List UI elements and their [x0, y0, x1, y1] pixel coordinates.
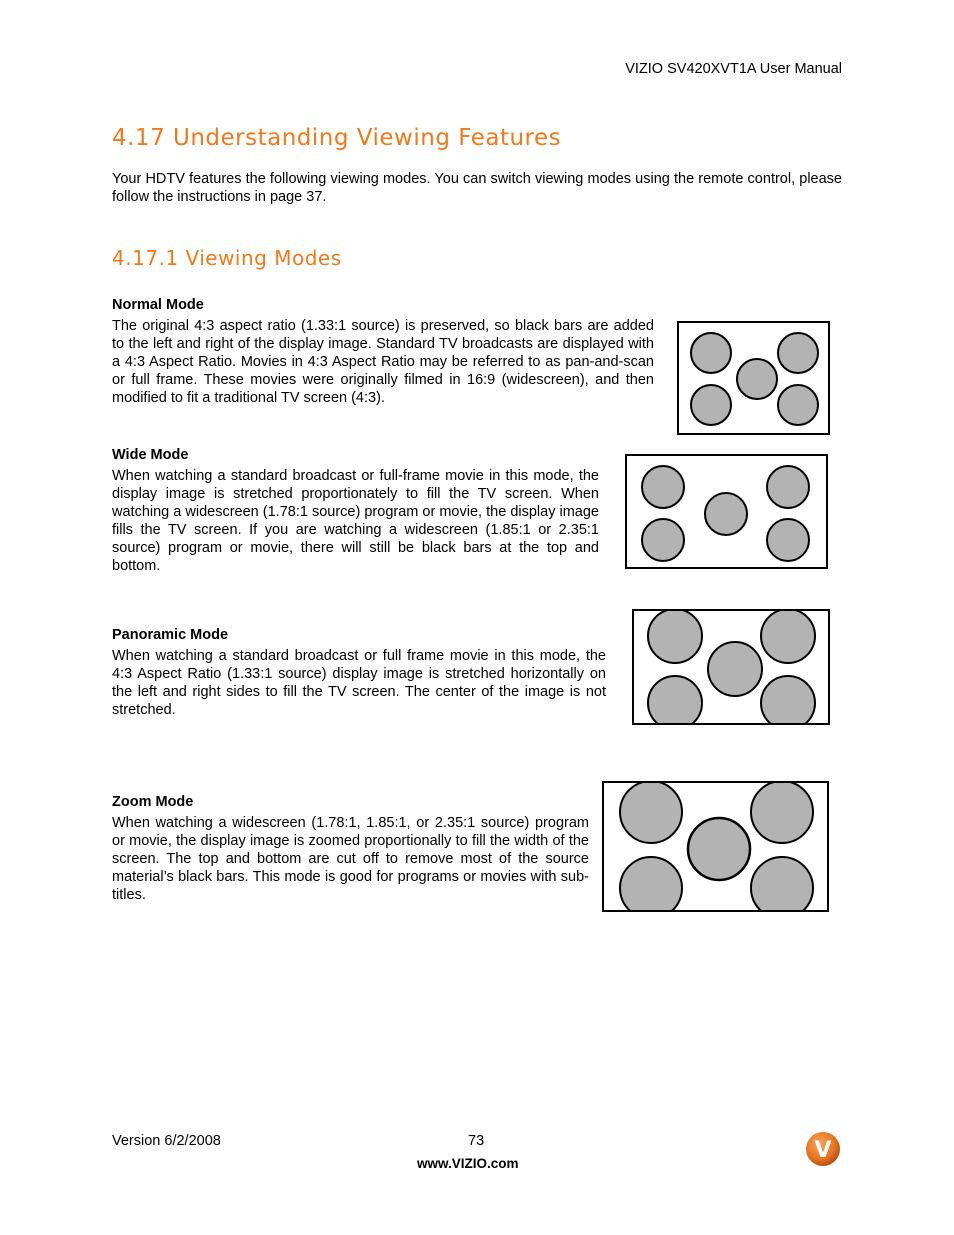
footer-url[interactable]: www.VIZIO.com: [417, 1156, 519, 1171]
normal-mode-diagram: [677, 321, 831, 436]
wide-mode-text: When watching a standard broadcast or full-frame movie in this mode, the display image is stretched proportionately to fill the TV screen. When watching a widescreen (1.78:1 source) program or movie, the display image fills the TV screen. If you are watching a widescreen (1.85:1 or 2.35:1 source) program or movie, there will still be black bars at the top and bottom.: [112, 468, 599, 574]
manual-title: VIZIO SV420XVT1A User Manual: [625, 61, 842, 77]
section-intro: Your HDTV features the following viewing modes. You can switch viewing modes using the remote control, please follow the instructions in page 37.: [112, 171, 842, 205]
page-number: 73: [468, 1133, 485, 1149]
vizio-logo-icon: [803, 1128, 843, 1168]
panoramic-mode-text: When watching a standard broadcast or full frame movie in this mode, the 4:3 Aspect Ratio (1.33:1 source) display image is stretched horizontally on the left and right sides to fill the TV screen. The center of the image is not stretched.: [112, 648, 606, 718]
zoom-mode-text: When watching a widescreen (1.78:1, 1.85:1, or 2.35:1 source) program or movie, the display image is zoomed proportionally to fill the width of the screen. The top and bottom are cut off to remove most of the source material’s black bars. This mode is good for programs or movies with sub-titles.: [112, 815, 589, 903]
zoom-mode-heading: Zoom Mode: [112, 794, 194, 810]
wide-mode-block: [112, 447, 599, 575]
footer-version: Version 6/2/2008: [112, 1133, 221, 1149]
normal-mode-block: [112, 297, 654, 407]
normal-mode-text: The original 4:3 aspect ratio (1.33:1 source) is preserved, so black bars are added to the left and right of the display image. Standard TV broadcasts are displayed with a 4:3 Aspect Ratio. Movies in 4:3 Aspect Ratio may be referred to as pan-and-scan or full frame. These movies were originally filmed in 16:9 (widescreen), and then modified to fit a traditional TV screen (4:3).: [112, 318, 654, 406]
panoramic-mode-heading: Panoramic Mode: [112, 627, 229, 643]
zoom-mode-diagram: [602, 781, 829, 912]
wide-mode-diagram: [625, 454, 829, 570]
panoramic-mode-diagram: [632, 609, 830, 725]
subsection-title: 4.17.1 Viewing Modes: [112, 246, 342, 270]
panoramic-mode-block: [112, 627, 606, 719]
logo-letter: V: [814, 1138, 832, 1163]
section-title: 4.17 Understanding Viewing Features: [112, 125, 562, 151]
normal-mode-heading: Normal Mode: [112, 297, 204, 313]
wide-mode-heading: Wide Mode: [112, 447, 189, 463]
zoom-mode-block: [112, 794, 589, 904]
